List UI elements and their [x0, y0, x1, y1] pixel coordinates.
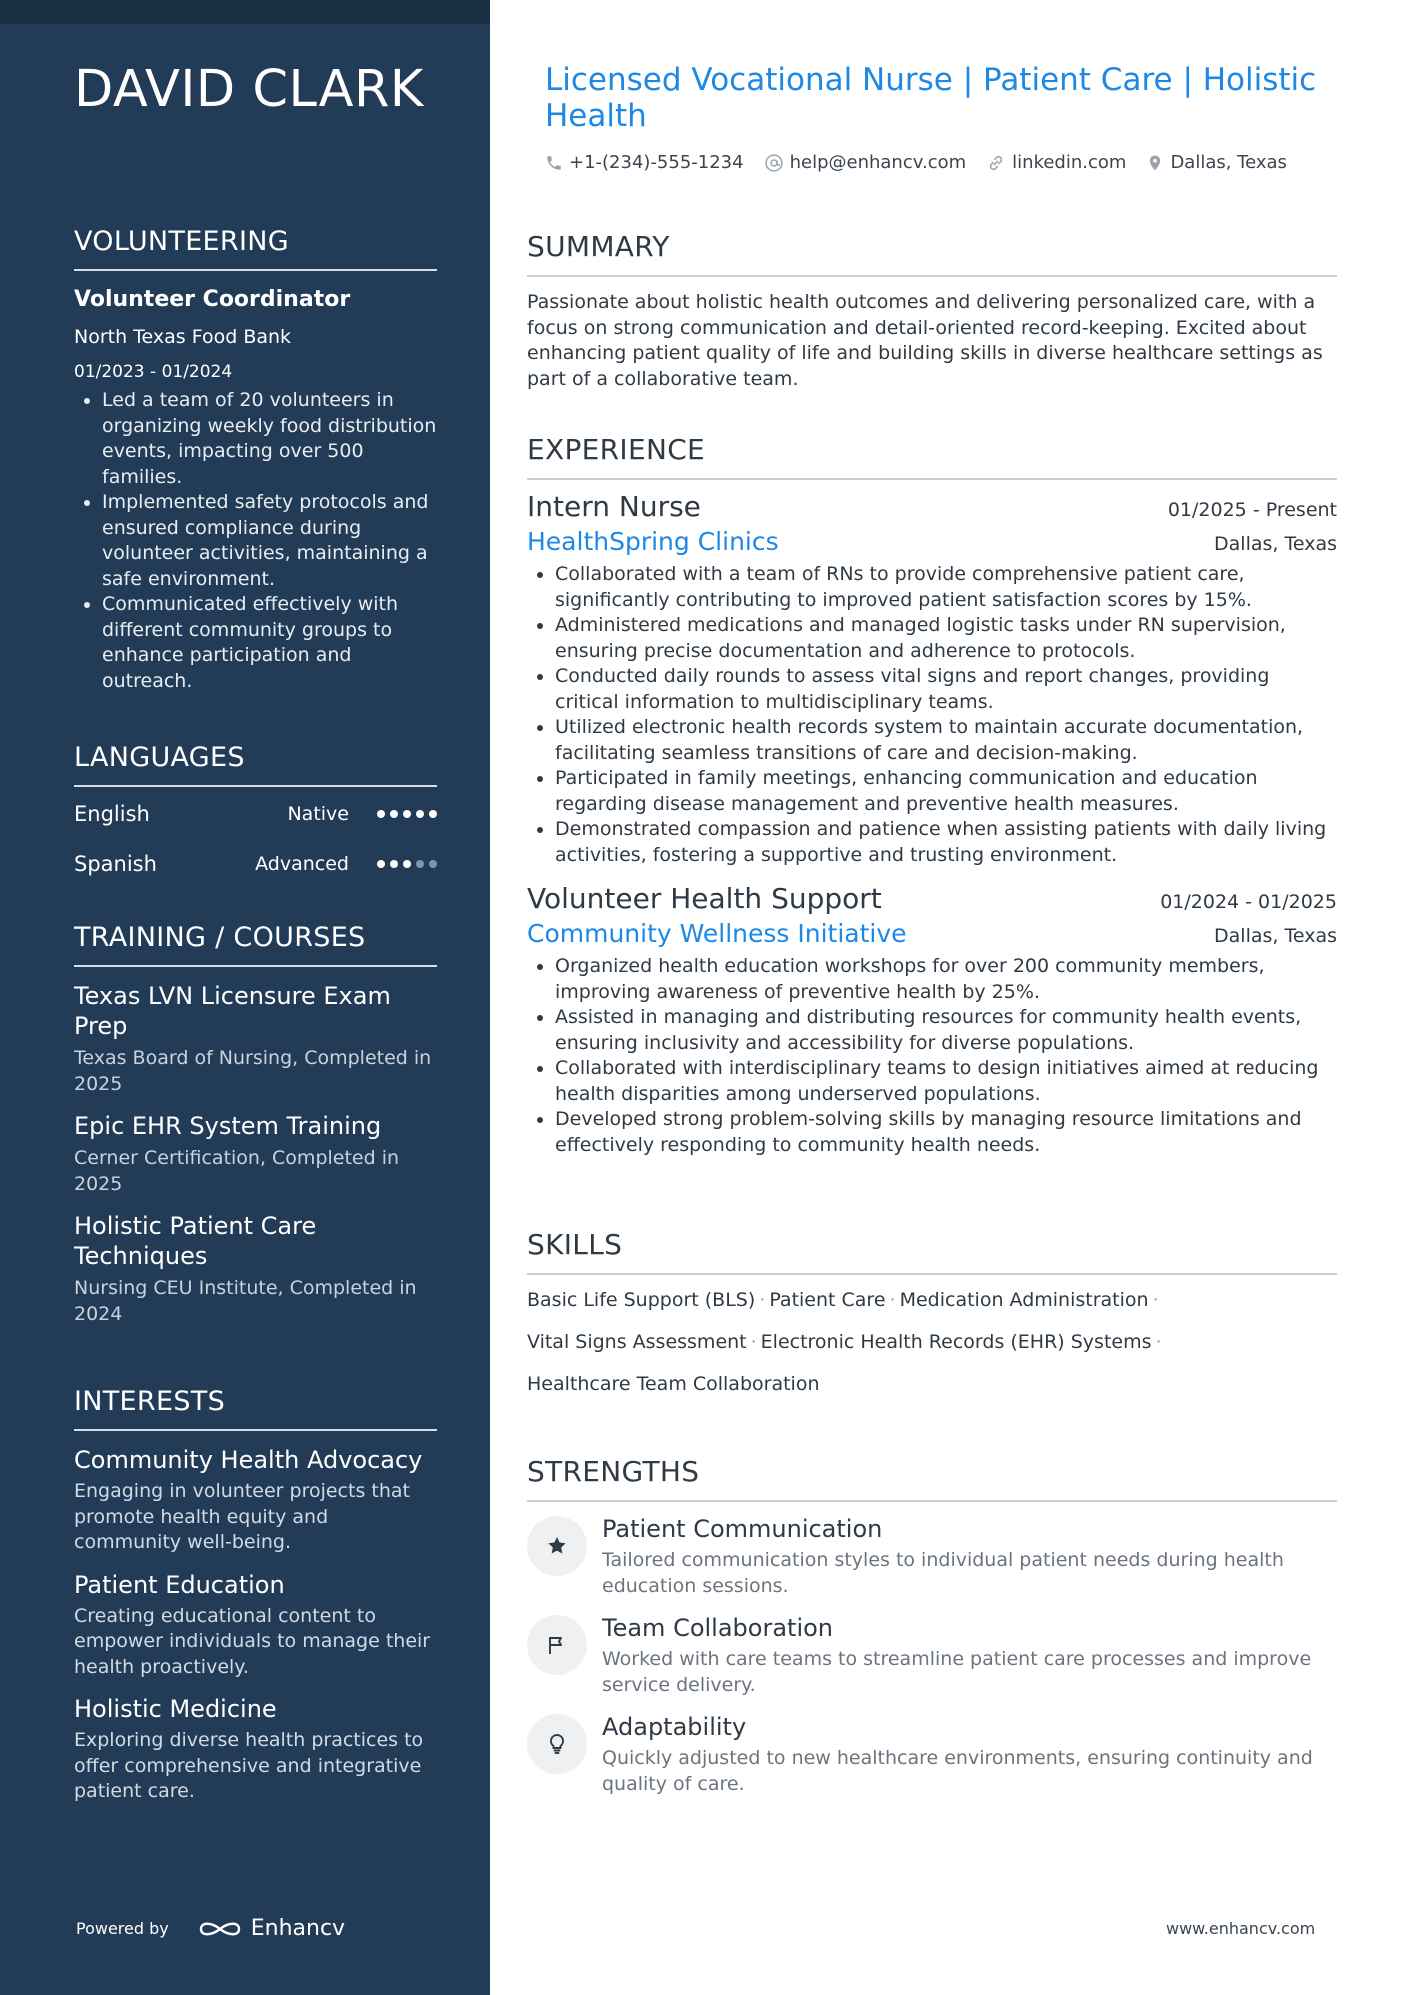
powered-by	[76, 1916, 345, 1941]
contact-link[interactable]	[986, 152, 1126, 173]
list-item: • Collaborated with interdisciplinary teams to design initiatives aimed at reducing health disparities among underserved populations.	[555, 1056, 1337, 1107]
list-item: • Utilized electronic health records system to maintain accurate documentation, facilitating seamless transitions of care and decision-making.	[555, 715, 1337, 766]
list-item: • Assisted in managing and distributing resources for community health events, ensuring inclusivity and accessibility for diverse populations.	[555, 1005, 1337, 1056]
language-name: Spanish	[74, 852, 157, 876]
rating-dot-filled	[403, 860, 411, 868]
skills-line	[527, 1363, 1337, 1405]
interest-description: Engaging in volunteer projects that promote health equity and community well-being.	[74, 1480, 410, 1553]
volunteer-bullets	[74, 388, 437, 694]
contact-email[interactable]	[764, 152, 967, 173]
interests-heading: INTERESTS	[74, 1386, 437, 1431]
training-section	[74, 922, 437, 1327]
at-icon	[764, 153, 784, 173]
training-heading: TRAINING / COURSES	[74, 922, 437, 967]
experience-heading: EXPERIENCE	[527, 433, 1337, 480]
interest-title: Community Health Advocacy	[74, 1446, 423, 1474]
phone-number: +1-(234)-555-1234	[569, 152, 744, 173]
course-item	[74, 1111, 437, 1197]
job-subheader	[527, 919, 1337, 948]
powered-by-label: Powered by	[76, 1919, 169, 1938]
skill-separator: ·	[759, 1289, 766, 1311]
rating-dot-filled	[403, 810, 411, 818]
course-provider: Nursing CEU Institute, Completed in 2024	[74, 1277, 417, 1325]
skill-tag: Basic Life Support (BLS)	[527, 1289, 756, 1311]
skill-tag: Patient Care	[769, 1289, 886, 1311]
location-pin-icon	[1146, 153, 1164, 173]
interest-title: Patient Education	[74, 1570, 285, 1599]
professional-headline: Licensed Vocational Nurse | Patient Care | Holistic Health	[545, 62, 1317, 134]
interest-description: Exploring diverse health practices to offer comprehensive and integrative patient care.	[74, 1729, 424, 1802]
interest-item	[74, 1694, 437, 1805]
summary-section	[527, 230, 1337, 392]
language-name: English	[74, 802, 150, 826]
rating-dot-filled	[377, 810, 385, 818]
job-subheader	[527, 527, 1337, 556]
volunteering-heading: VOLUNTEERING	[74, 226, 437, 271]
interest-title: Holistic Medicine	[74, 1695, 277, 1723]
enhancv-logo[interactable]	[197, 1916, 345, 1941]
skill-separator: ·	[1155, 1331, 1162, 1353]
strength-description: Tailored communication styles to individual patient needs during health education sessions.	[602, 1549, 1284, 1597]
flag-icon	[527, 1615, 587, 1675]
skill-tag: Medication Administration	[899, 1289, 1149, 1311]
language-row	[74, 839, 437, 889]
strength-description: Quickly adjusted to new healthcare environments, ensuring continuity and quality of care.	[602, 1747, 1313, 1795]
email-address: help@enhancv.com	[789, 152, 967, 173]
rating-dot-empty	[429, 860, 437, 868]
strengths-heading: STRENGTHS	[527, 1455, 1337, 1502]
course-provider: Texas Board of Nursing, Completed in 2025	[74, 1047, 432, 1095]
job-dates: 01/2024 - 01/2025	[1160, 891, 1337, 913]
course-title: Holistic Patient Care Techniques	[74, 1212, 317, 1270]
course-title: Texas LVN Licensure Exam Prep	[74, 982, 391, 1040]
language-level: Native	[287, 803, 349, 825]
lightbulb-icon	[527, 1714, 587, 1774]
job-header	[527, 882, 1337, 915]
list-item: • Participated in family meetings, enhancing communication and education regarding disease management and preventive health measures.	[555, 766, 1337, 817]
rating-dot-empty	[416, 860, 424, 868]
contact-phone[interactable]	[545, 152, 744, 173]
list-item: • Administered medications and managed logistic tasks under RN supervision, ensuring precise documentation and adherence to protocols.	[555, 613, 1337, 664]
course-provider: Cerner Certification, Completed in 2025	[74, 1147, 400, 1195]
volunteering-section	[74, 226, 437, 694]
contact-location	[1146, 152, 1287, 173]
job-location: Dallas, Texas	[1214, 925, 1337, 947]
course-title: Epic EHR System Training	[74, 1112, 382, 1140]
contact-bar	[545, 152, 1307, 173]
interest-item	[74, 1570, 437, 1681]
strength-item	[527, 1613, 1337, 1698]
job-bullets	[527, 562, 1337, 868]
list-item: • Conducted daily rounds to assess vital signs and report changes, providing critical information to multidisciplinary teams.	[555, 664, 1337, 715]
skill-separator: ·	[1152, 1289, 1159, 1311]
strength-description: Worked with care teams to streamline patient care processes and improve service delivery.	[602, 1648, 1312, 1696]
list-item: • Collaborated with a team of RNs to provide comprehensive patient care, significantly contributing to improved patient satisfaction scores by 15%.	[555, 562, 1337, 613]
job-title: Volunteer Health Support	[527, 882, 882, 915]
strength-item	[527, 1514, 1337, 1599]
location-text: Dallas, Texas	[1170, 152, 1287, 173]
candidate-name: DAVID CLARK	[74, 60, 424, 119]
job-header	[527, 490, 1337, 523]
strength-title: Adaptability	[602, 1713, 747, 1741]
rating-dot-filled	[377, 860, 385, 868]
language-rating	[377, 860, 437, 868]
skills-section	[527, 1228, 1337, 1405]
job-organization: HealthSpring Clinics	[527, 527, 779, 556]
course-item	[74, 981, 437, 1097]
phone-icon	[545, 154, 563, 172]
skills-heading: SKILLS	[527, 1228, 1337, 1275]
job-location: Dallas, Texas	[1214, 533, 1337, 555]
languages-heading: LANGUAGES	[74, 742, 437, 787]
job-title: Intern Nurse	[527, 490, 701, 523]
link-icon	[986, 153, 1006, 173]
website-link[interactable]: www.enhancv.com	[1166, 1919, 1316, 1938]
skill-tag: Healthcare Team Collaboration	[527, 1373, 820, 1395]
volunteer-organization: North Texas Food Bank	[74, 326, 292, 348]
list-item: • Demonstrated compassion and patience when assisting patients with daily living activities, fostering a supportive and trusting environment.	[555, 817, 1337, 868]
skill-tag: Electronic Health Records (EHR) Systems	[760, 1331, 1152, 1353]
skills-list	[527, 1279, 1337, 1405]
list-item: • Organized health education workshops for over 200 community members, improving awareness of preventive health by 25%.	[555, 954, 1337, 1005]
job-bullets	[527, 954, 1337, 1158]
summary-heading: SUMMARY	[527, 230, 1337, 277]
rating-dot-filled	[429, 810, 437, 818]
language-level: Advanced	[255, 853, 349, 875]
volunteer-dates: 01/2023 - 01/2024	[74, 362, 233, 382]
strength-item	[527, 1712, 1337, 1797]
interest-description: Creating educational content to empower individuals to manage their health proactively.	[74, 1604, 431, 1678]
rating-dot-filled	[390, 860, 398, 868]
skills-line	[527, 1321, 1337, 1363]
sidebar-top-bar	[0, 0, 490, 24]
list-item: • Led a team of 20 volunteers in organizing weekly food distribution events, impacting over 500 families.	[102, 388, 437, 490]
enhancv-logo-icon	[197, 1917, 243, 1941]
job-entry	[527, 882, 1337, 1158]
star-icon	[527, 1516, 587, 1576]
skill-separator: ·	[889, 1289, 896, 1311]
strength-title: Patient Communication	[602, 1515, 883, 1543]
interest-item	[74, 1445, 437, 1556]
experience-section	[527, 433, 1337, 1158]
sidebar	[0, 0, 490, 1995]
list-item: • Communicated effectively with different community groups to enhance participation and outreach.	[102, 592, 437, 694]
rating-dot-filled	[416, 810, 424, 818]
volunteer-role-title: Volunteer Coordinator	[74, 287, 351, 312]
list-item: • Developed strong problem-solving skills by managing resource limitations and effectively responding to community health needs.	[555, 1107, 1337, 1158]
skill-tag: Vital Signs Assessment	[527, 1331, 747, 1353]
job-dates: 01/2025 - Present	[1167, 499, 1337, 521]
skill-separator: ·	[750, 1331, 757, 1353]
skills-line	[527, 1279, 1337, 1321]
job-organization: Community Wellness Initiative	[527, 919, 907, 948]
language-row	[74, 789, 437, 839]
summary-text: Passionate about holistic health outcomes and delivering personalized care, with a focus on strong communication and detail-oriented record-keeping. Excited about enhancing patient quality of life and building skills in diverse healthcare settings as part of a collaborative team.	[527, 291, 1323, 390]
list-item: • Implemented safety protocols and ensured compliance during volunteer activities, maintaining a safe environment.	[102, 490, 437, 592]
languages-section	[74, 742, 437, 889]
language-rating	[377, 810, 437, 818]
linkedin-link: linkedin.com	[1012, 152, 1127, 173]
course-item	[74, 1211, 437, 1327]
rating-dot-filled	[390, 810, 398, 818]
job-entry	[527, 490, 1337, 868]
strengths-section	[527, 1455, 1337, 1797]
enhancv-brand-name: Enhancv	[250, 1916, 346, 1941]
interests-section	[74, 1386, 437, 1805]
strength-title: Team Collaboration	[602, 1614, 834, 1642]
